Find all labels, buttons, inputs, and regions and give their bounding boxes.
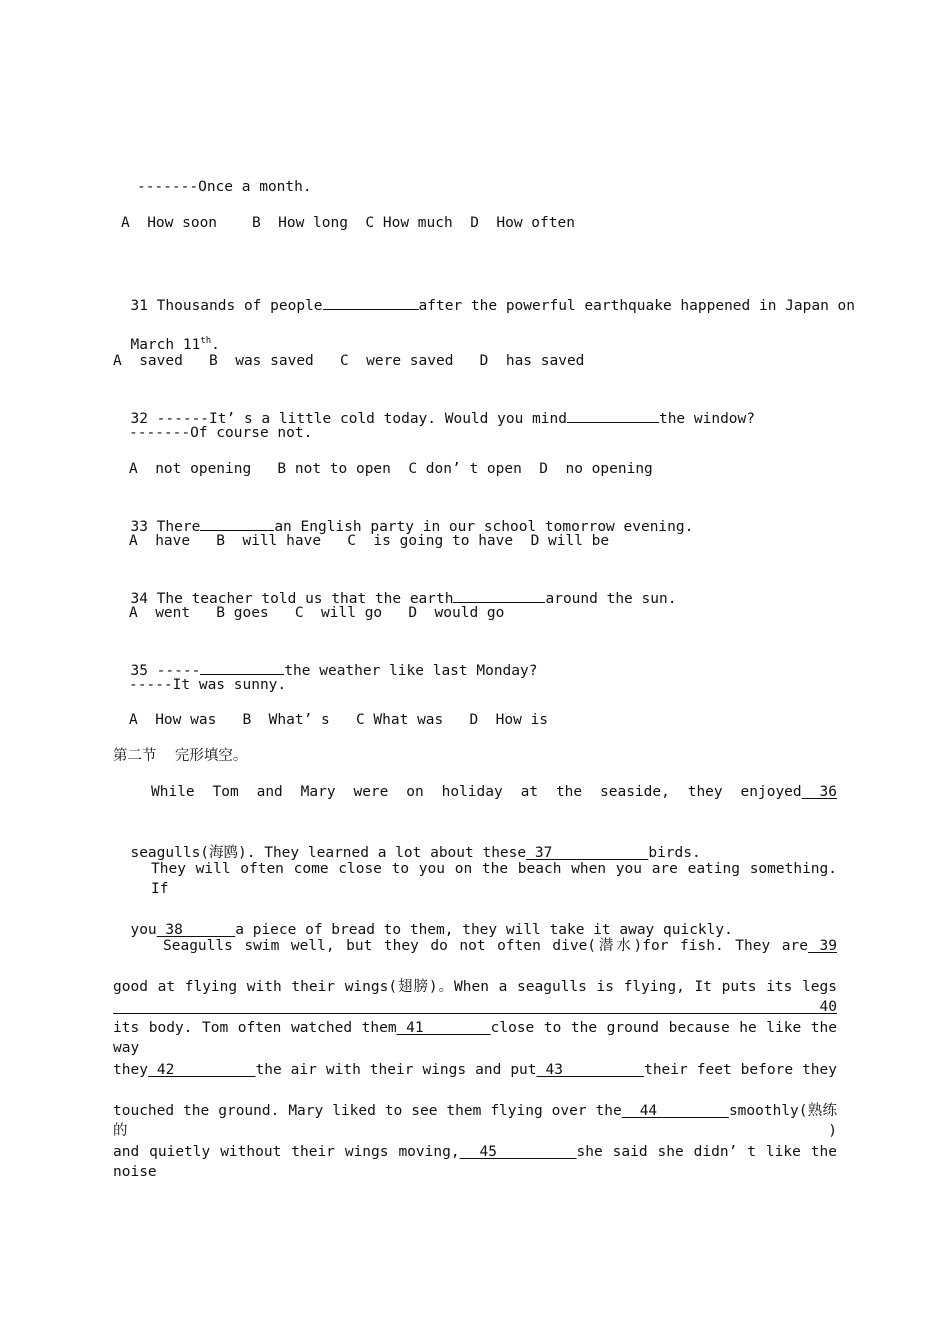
passage-text: birds. (648, 845, 701, 861)
passage-line-6 (113, 977, 837, 1017)
q32-text-before: 32 ------It’ s a little cold today. Would you mind (130, 411, 567, 427)
passage-text: While Tom and Mary were on holiday at the seaside, they enjoyed (151, 784, 802, 800)
blank-44: 44 (621, 1103, 729, 1119)
q30-answer: -------Once a month. (137, 179, 312, 195)
q35-text-before: 35 ----- (130, 663, 201, 679)
q32-answer: -------Of course not. (129, 425, 313, 441)
passage-line-5 (163, 936, 837, 956)
passage-text: good at flying with their wings(翅膀)。When a seagulls is flying, It puts its legs (113, 979, 837, 995)
blank-36: 36 (801, 784, 837, 800)
q33-blank (200, 515, 274, 531)
passage-text: she said she didn’ t like the noise (113, 1144, 837, 1180)
blank-43: 43 (536, 1062, 645, 1078)
passage-text: seagulls(海鸥). They learned a lot about these (130, 845, 527, 861)
passage-text: their feet before they (644, 1062, 837, 1078)
q31-date-suffix: th (200, 336, 212, 347)
passage-text: Seagulls swim well, but they do not often dive(潜水)for fish. They are (163, 938, 808, 954)
passage-line-2 (113, 823, 837, 863)
passage-line-3 (151, 859, 837, 899)
q31-stem-cont (113, 315, 837, 355)
passage-text: and quietly without their wings moving, (113, 1144, 460, 1160)
passage-line-4 (113, 900, 837, 940)
q34-text-before: 34 The teacher told us that the earth (130, 591, 454, 607)
q35-blank (200, 659, 284, 675)
passage-text: touched the ground. Mary liked to see them flying over the (113, 1103, 622, 1119)
q31-stem (113, 274, 856, 316)
passage-text: you (130, 922, 157, 938)
q33-text-before: 33 There (130, 519, 201, 535)
passage-text: close to the ground because he like the way (113, 1020, 837, 1056)
passage-text: its body. Tom often watched them (113, 1020, 397, 1036)
q34-options: A went B goes C will go D would go (129, 605, 505, 621)
q31-options: A saved B was saved C were saved D has saved (113, 353, 585, 369)
passage-text: they (113, 1062, 148, 1078)
blank-40: 40 (113, 999, 837, 1015)
q31-end: . (211, 337, 220, 353)
passage-line-10 (113, 1142, 837, 1182)
q34-text-after: around the sun. (545, 591, 677, 607)
q35-text-after: the weather like last Monday? (284, 663, 538, 679)
q34-blank (453, 587, 545, 603)
passage-text: a piece of bread to them, they will take it away quickly. (235, 922, 733, 938)
passage-line-9 (113, 1101, 837, 1141)
blank-39: 39 (807, 938, 837, 954)
q35-answer: -----It was sunny. (129, 677, 287, 693)
passage-line-7 (113, 1018, 837, 1058)
q33-text-after: an English party in our school tomorrow evening. (274, 519, 694, 535)
blank-41: 41 (396, 1020, 491, 1036)
q31-date: March 11 (130, 337, 201, 353)
passage-text: They will often come close to you on the beach when you are eating something. If (151, 861, 837, 897)
q32-blank (567, 407, 659, 423)
q32-text-after: the window? (658, 411, 755, 427)
q31-text-after: after the powerful earthquake happened in Japan on (418, 298, 856, 314)
passage-text: smoothly(熟练的) (113, 1103, 837, 1139)
section-title: 第二节 完形填空。 (113, 748, 248, 764)
passage-line-1 (151, 782, 837, 802)
blank-37: 37 (526, 845, 649, 861)
blank-38: 38 (156, 922, 236, 938)
q31-text-before: 31 Thousands of people (130, 298, 323, 314)
q30-options: A How soon B How long C How much D How often (121, 215, 575, 231)
q31-blank (323, 294, 419, 310)
passage-line-8 (113, 1060, 837, 1080)
q33-options: A have B will have C is going to have D will be (129, 533, 610, 549)
blank-42: 42 (147, 1062, 256, 1078)
q35-options: A How was B What’ s C What was D How is (129, 712, 549, 728)
q32-options: A not opening B not to open C don’ t open D no opening (129, 461, 653, 477)
passage-text: the air with their wings and put (255, 1062, 537, 1078)
blank-45: 45 (459, 1144, 577, 1160)
